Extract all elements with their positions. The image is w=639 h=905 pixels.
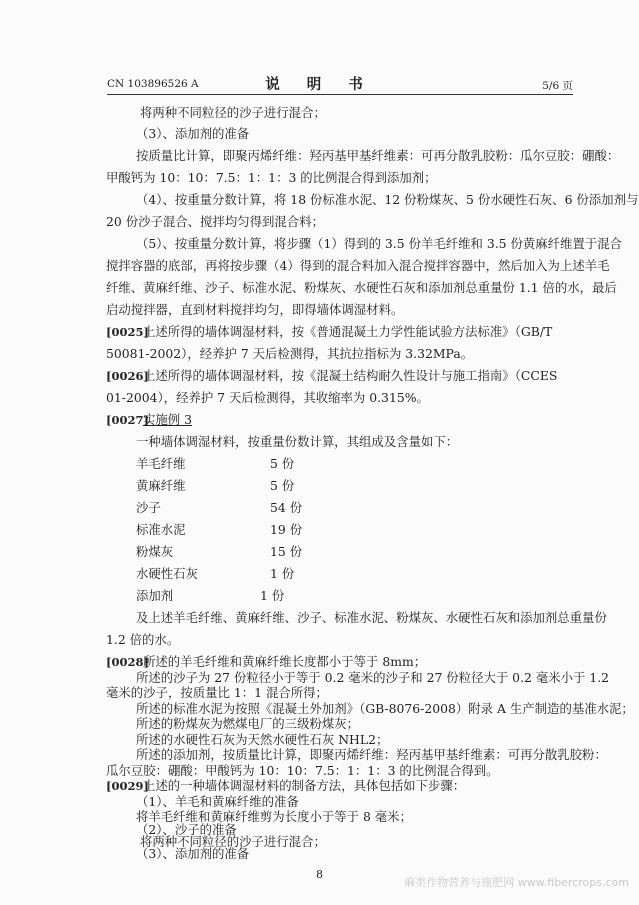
doc-number: CN 103896526 A <box>107 78 199 90</box>
text-line: 纤维、黄麻纤维、沙子、标准水泥、粉煤灰、水硬性石灰和添加剂总重量份 1.1 倍的水，最后 <box>106 280 617 295</box>
text-line: 20 份沙子混合、搅拌均匀得到混合料； <box>106 214 324 229</box>
header-rule <box>107 94 573 95</box>
paragraph-0026 <box>106 367 557 385</box>
text-line: 1.2 倍的水。 <box>106 632 180 647</box>
text-line: （4）、按重量分数计算，将 18 份标准水泥、12 份粉煤灰、5 份水硬性石灰、6 份添加剂与 <box>136 192 639 207</box>
composition-name: 标准水泥 <box>136 522 186 537</box>
composition-name: 粉煤灰 <box>136 544 174 559</box>
paragraph-tag: [0028] <box>106 655 149 669</box>
text-line: 将两种不同粒径的沙子进行混合； <box>140 833 326 849</box>
text-line: 搅拌容器的底部，再将按步骤（4）得到的混合料加入混合搅拌容器中，然后加入为上述羊毛 <box>106 258 610 273</box>
text-line: 上述所得的墙体调湿材料，按《混凝土结构耐久性设计与施工指南》（CCES <box>142 368 558 383</box>
watermark: 麻类作物营养与施肥网 www.fibercrops.com <box>404 876 629 889</box>
composition-amount: 15 份 <box>270 544 303 559</box>
page-info: 5/6 页 <box>542 80 573 92</box>
composition-amount: 1 份 <box>270 566 295 581</box>
composition-amount: 5 份 <box>270 456 295 471</box>
text-line: 50081-2002），经养护 7 天后检测得，其抗拉指标为 3.32MPa。 <box>106 346 474 361</box>
paragraph-0025 <box>106 323 552 341</box>
composition-amount: 54 份 <box>270 500 303 515</box>
paragraph-tag: [0029] <box>106 779 149 794</box>
text-line: 01-2004），经养护 7 天后检测得，其收缩率为 0.315%。 <box>106 390 429 405</box>
text-line: 所述的粉煤灰为燃煤电厂的三级粉煤灰； <box>136 716 360 732</box>
composition-amount: 1 份 <box>260 588 285 603</box>
composition-name: 羊毛纤维 <box>136 456 186 471</box>
composition-table <box>136 455 436 609</box>
text-line: 上述所得的墙体调湿材料，按《普通混凝土力学性能试验方法标准》（GB/T <box>142 324 553 339</box>
paragraph-tag: [0026] <box>106 369 149 383</box>
composition-name: 黄麻纤维 <box>136 478 186 493</box>
text-line: 按质量比计算，即聚丙烯纤维：羟丙基甲基纤维素：可再分散乳胶粉：瓜尔豆胶：硼酸： <box>136 148 620 163</box>
text-line: 所述的标准水泥为按照《混凝土外加剂》（GB-8076-2008）附录 A 生产制造的基准水泥； <box>136 700 634 716</box>
text-line: 及上述羊毛纤维、黄麻纤维、沙子、标准水泥、粉煤灰、水硬性石灰和添加剂总重量份 <box>136 610 607 625</box>
text-line: 将两种不同粒径的沙子进行混合； <box>140 105 326 120</box>
text-line: 所述的水硬性石灰为天然水硬性石灰 NHL2； <box>136 731 389 747</box>
text-line: 所述的沙子为 27 份粒径小于等于 0.2 毫米的沙子和 27 份粒径大于 0.2 毫米小于 1.2 <box>136 669 610 685</box>
text-line: 毫米的沙子，按质量比 1：1 混合所得； <box>106 685 328 701</box>
composition-name: 水硬性石灰 <box>136 566 198 581</box>
text-line: （2）、沙子的准备 <box>136 821 237 837</box>
text-line: 将羊毛纤维和黄麻纤维剪为长度小于等于 8 毫米； <box>136 809 412 825</box>
composition-amount: 5 份 <box>270 478 295 493</box>
paragraph-tag: [0025] <box>106 325 149 339</box>
paragraph-tag: [0027] <box>106 413 149 427</box>
composition-amount: 19 份 <box>270 522 303 537</box>
text-line: 上述的一种墙体调湿材料的制备方法，具体包括如下步骤： <box>142 778 466 794</box>
text-line: 启动搅拌器，直到材料搅拌均匀，即得墙体调湿材料。 <box>106 302 404 317</box>
text-line: （3）、添加剂的准备 <box>136 846 250 862</box>
paragraph-0027 <box>106 411 192 429</box>
text-line: 所述的添加剂，按质量比计算，即聚丙烯纤维：羟丙基甲基纤维素：可再分散乳胶粉： <box>136 747 607 763</box>
text-line: （3）、添加剂的准备 <box>136 126 250 141</box>
text-line: 所述的羊毛纤维和黄麻纤维长度都小于等于 8mm； <box>142 654 427 669</box>
doc-title: 说 明 书 <box>265 76 374 93</box>
page-number: 8 <box>316 868 323 881</box>
text-line: 甲酸钙为 10：10：7.5：1：1：3 的比例混合得到添加剂； <box>106 170 437 185</box>
text-line: （5）、按重量分数计算，将步骤（1）得到的 3.5 份羊毛纤维和 3.5 份黄麻纤维置于混合 <box>136 236 623 251</box>
section-heading: 实施例 3 <box>142 412 192 427</box>
text-line: 一种墙体调湿材料，按重量份数计算，其组成及含量如下： <box>136 434 459 449</box>
text-line: 瓜尔豆胶：硼酸：甲酸钙为 10：10：7.5：1：1：3 的比例混合得到。 <box>106 762 499 778</box>
text-line: （1）、羊毛和黄麻纤维的准备 <box>136 793 299 809</box>
composition-name: 沙子 <box>136 500 161 515</box>
composition-name: 添加剂 <box>136 588 174 603</box>
